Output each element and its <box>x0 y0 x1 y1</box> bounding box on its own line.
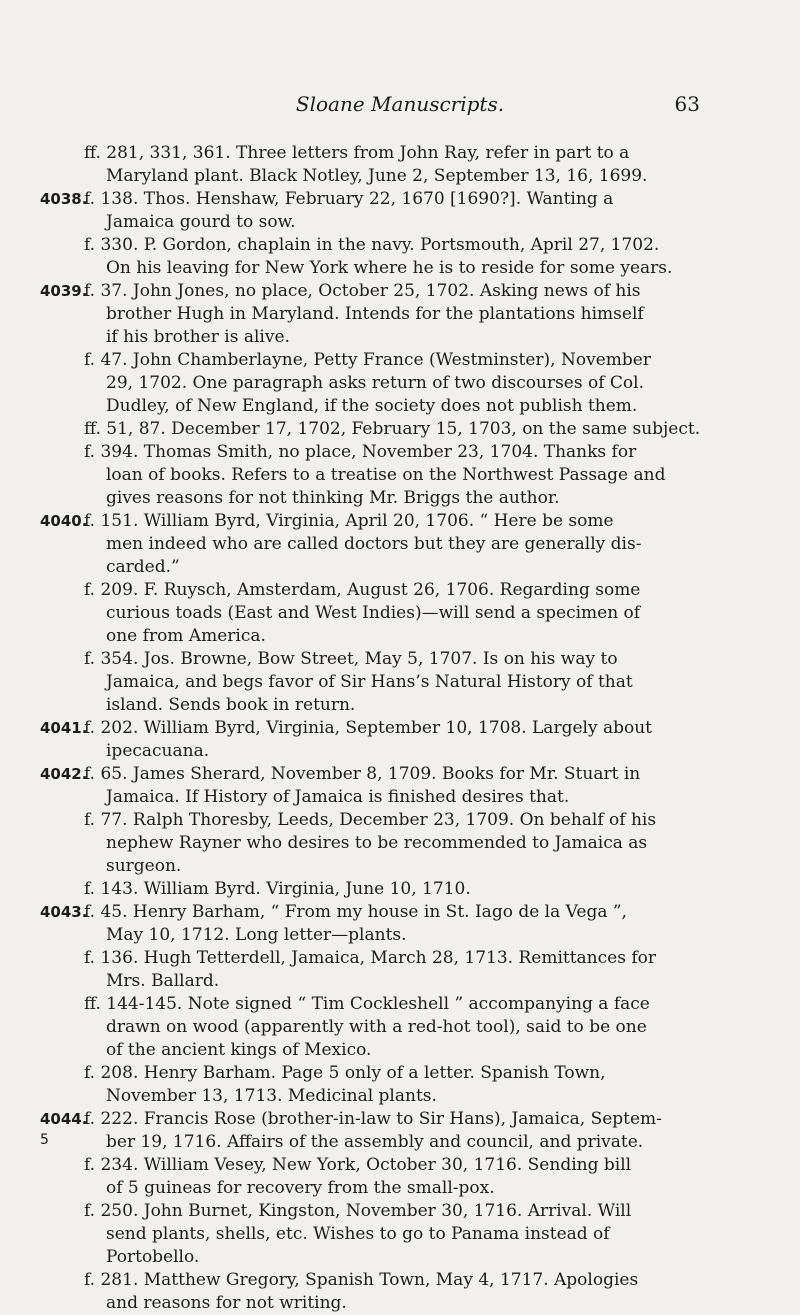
entry-line: f. 208. Henry Barham. Page 5 only of a letter. Spanish Town, <box>84 1063 606 1083</box>
entry-line: and reasons for not writing. <box>106 1293 347 1313</box>
entry-line: f. 354. Jos. Browne, Bow Street, May 5, 1707. Is on his way to <box>84 649 618 669</box>
catalog-entry <box>40 280 680 349</box>
entry-line: one from America. <box>106 626 266 646</box>
entry-line: curious toads (East and West Indies)—will send a specimen of <box>106 603 641 623</box>
entry-line: f. 77. Ralph Thoresby, Leeds, December 23, 1709. On behalf of his <box>84 810 657 830</box>
entry-line: May 10, 1712. Long letter—plants. <box>106 925 407 945</box>
page-number: 63 <box>674 92 700 116</box>
entry-line: Jamaica, and begs favor of Sir Hans’s Natural History of that <box>106 672 633 692</box>
entry-line: ff. 144-145. Note signed “ Tim Cockleshell ” accompanying a face <box>84 994 650 1014</box>
entry-line: send plants, shells, etc. Wishes to go to Panama instead of <box>106 1224 610 1244</box>
entry-line: f. 281. Matthew Gregory, Spanish Town, May 4, 1717. Apologies <box>84 1270 639 1290</box>
entry-line: f. 250. John Burnet, Kingston, November 30, 1716. Arrival. Will <box>84 1201 632 1221</box>
catalog-entry <box>40 993 680 1062</box>
entry-line: On his leaving for New York where he is to reside for some years. <box>106 258 673 278</box>
entry-line: f. 234. William Vesey, New York, October 30, 1716. Sending bill <box>84 1155 632 1175</box>
entry-line: surgeon. <box>106 856 182 876</box>
entry-line: of 5 guineas for recovery from the small-pox. <box>106 1178 495 1198</box>
entry-number: 4043. <box>40 903 88 921</box>
entry-line: island. Sends book in return. <box>106 695 356 715</box>
entry-line: carded.” <box>106 557 180 577</box>
catalog-entry <box>40 717 680 763</box>
catalog-entry <box>40 142 680 188</box>
catalog-entry <box>40 809 680 878</box>
entry-line: Jamaica. If History of Jamaica is finished desires that. <box>106 787 570 807</box>
catalog-entry <box>40 441 680 510</box>
entry-line: Dudley, of New England, if the society does not publish them. <box>106 396 638 416</box>
entry-line: loan of books. Refers to a treatise on the Northwest Passage and <box>106 465 666 485</box>
entry-line: f. 138. Thos. Henshaw, February 22, 1670 [1690?]. Wanting a <box>84 189 614 209</box>
catalog-entry <box>40 1269 680 1315</box>
entry-line: nephew Rayner who desires to be recommended to Jamaica as <box>106 833 648 853</box>
catalog-entry <box>40 878 680 901</box>
entry-line: Portobello. <box>106 1247 200 1267</box>
entry-line: Jamaica gourd to sow. <box>106 212 296 232</box>
entry-line: ff. 51, 87. December 17, 1702, February 15, 1703, on the same subject. <box>84 419 701 439</box>
entry-line: f. 222. Francis Rose (brother-in-law to Sir Hans), Jamaica, Septem- <box>84 1109 662 1129</box>
catalog-entry <box>40 901 680 947</box>
entry-line: ber 19, 1716. Affairs of the assembly and council, and private. <box>106 1132 644 1152</box>
catalog-entry <box>40 418 701 441</box>
entry-line: 29, 1702. One paragraph asks return of two discourses of Col. <box>106 373 645 393</box>
catalog-entry <box>40 1154 680 1200</box>
entry-line: f. 47. John Chamberlayne, Petty France (Westminster), November <box>84 350 651 370</box>
entry-line: f. 143. William Byrd. Virginia, June 10, 1710. <box>84 879 471 899</box>
entry-line: Mrs. Ballard. <box>106 971 220 991</box>
entry-line: f. 330. P. Gordon, chaplain in the navy. Portsmouth, April 27, 1702. <box>84 235 660 255</box>
entry-line: f. 136. Hugh Tetterdell, Jamaica, March 28, 1713. Remittances for <box>84 948 656 968</box>
entry-line: November 13, 1713. Medicinal plants. <box>106 1086 437 1106</box>
catalog-entry <box>40 1200 680 1269</box>
catalog-entry <box>40 349 680 418</box>
catalog-entry <box>40 510 680 579</box>
entry-number: 4044. <box>40 1110 88 1128</box>
entry-line: f. 394. Thomas Smith, no place, November 23, 1704. Thanks for <box>84 442 637 462</box>
entry-line: f. 202. William Byrd, Virginia, September 10, 1708. Largely about <box>84 718 652 738</box>
catalog-entry <box>40 1062 680 1108</box>
entry-line: men indeed who are called doctors but they are generally dis- <box>106 534 642 554</box>
catalog-entry <box>40 947 680 993</box>
entry-line: brother Hugh in Maryland. Intends for the plantations himself <box>106 304 644 324</box>
signature-mark: 5 <box>40 1132 49 1148</box>
entry-line: of the ancient kings of Mexico. <box>106 1040 372 1060</box>
entry-line: gives reasons for not thinking Mr. Briggs the author. <box>106 488 560 508</box>
entry-line: Maryland plant. Black Notley, June 2, September 13, 16, 1699. <box>106 166 648 186</box>
catalog-entry <box>40 648 680 717</box>
entry-number: 4042. <box>40 765 88 783</box>
page-header <box>0 92 800 122</box>
entry-line: ff. 281, 331, 361. Three letters from John Ray, refer in part to a <box>84 143 630 163</box>
entry-line: f. 65. James Sherard, November 8, 1709. Books for Mr. Stuart in <box>84 764 641 784</box>
entry-line: ipecacuana. <box>106 741 210 761</box>
entry-line: f. 209. F. Ruysch, Amsterdam, August 26, 1706. Regarding some <box>84 580 641 600</box>
catalog-entry <box>40 763 680 809</box>
catalog-entry <box>40 188 680 234</box>
entry-line: f. 151. William Byrd, Virginia, April 20, 1706. “ Here be some <box>84 511 614 531</box>
catalog-entry <box>40 579 680 648</box>
running-title: Sloane Manuscripts. <box>295 92 505 116</box>
entry-line: if his brother is alive. <box>106 327 290 347</box>
entry-number: 4041. <box>40 719 88 737</box>
entry-line: f. 45. Henry Barham, “ From my house in St. Iago de la Vega ”, <box>84 902 627 922</box>
catalog-entry <box>40 1108 680 1154</box>
entry-number: 4040. <box>40 512 88 530</box>
entry-line: f. 37. John Jones, no place, October 25, 1702. Asking news of his <box>84 281 641 301</box>
entry-number: 4038. <box>40 190 88 208</box>
entry-line: drawn on wood (apparently with a red-hot tool), said to be one <box>106 1017 647 1037</box>
catalog-entry <box>40 234 680 280</box>
entry-number: 4039. <box>40 282 88 300</box>
page-body <box>40 142 701 1315</box>
